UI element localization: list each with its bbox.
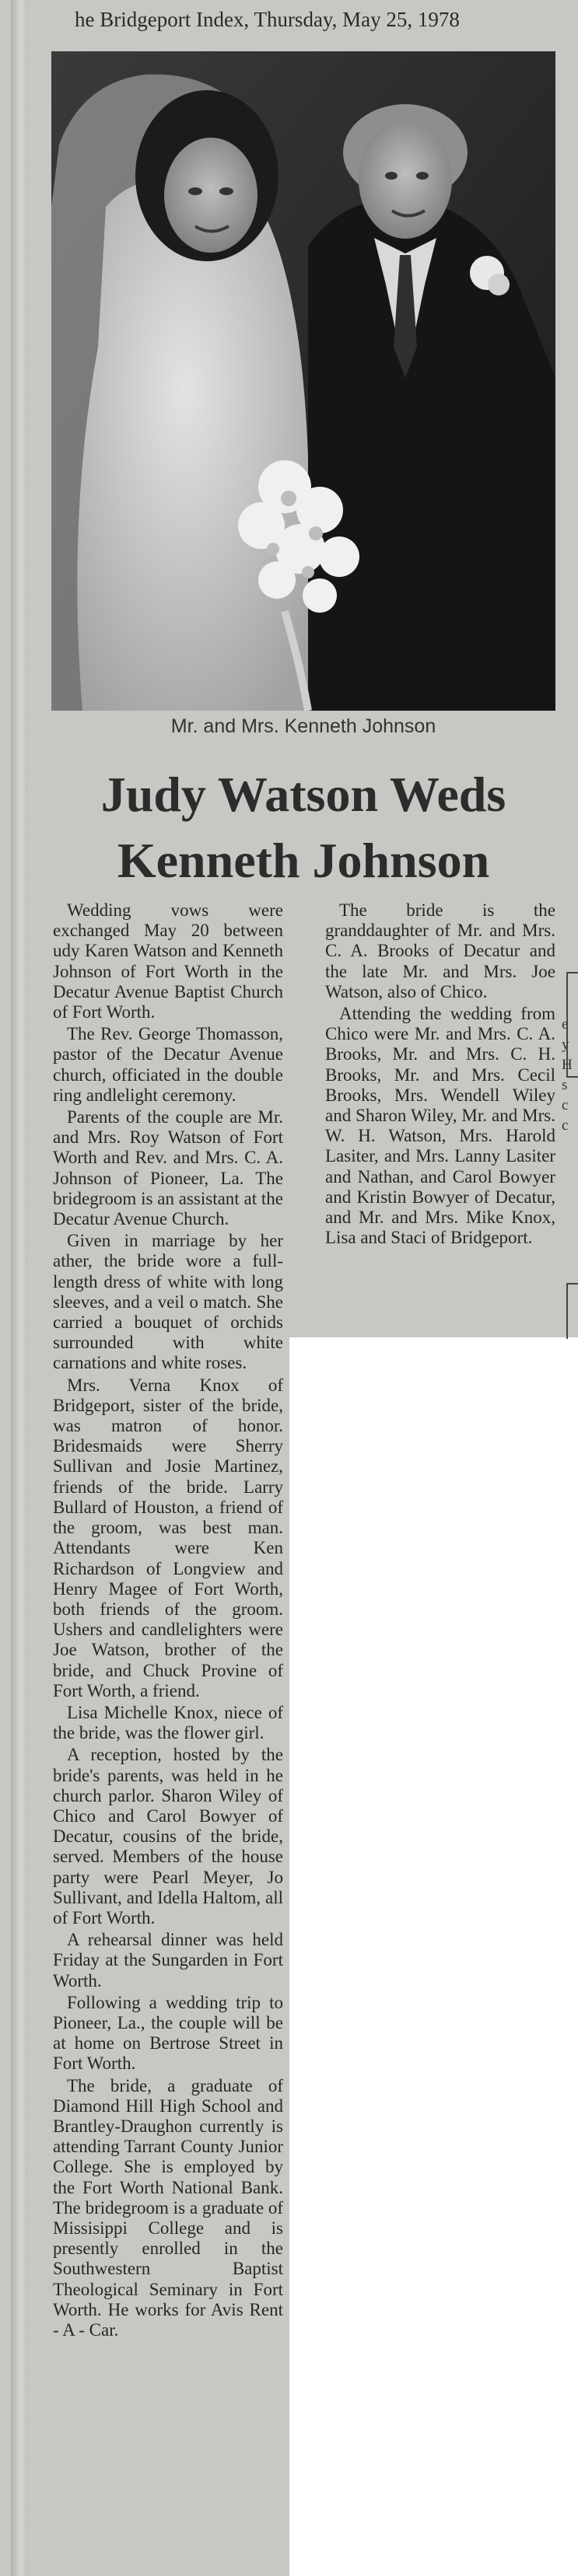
headline-line-2: Kenneth Johnson [117, 833, 490, 888]
wedding-photo [51, 51, 555, 711]
article-paragraph: Parents of the couple are Mr. and Mrs. Roy Watson of Fort Worth and Rev. and Mrs. C. A. Johnson of Pioneer, La. The bridegroom is an assistant at the Decatur Avenue Church. [53, 1107, 283, 1229]
article-paragraph: Mrs. Verna Knox of Bridgeport, sister of the bride, was matron of honor. Bridesmaids were Sherry Sullivan and Josie Martinez, friends of the bride. Larry Bullard of Houston, a friend of the groom, was best man. Attendants were Ken Richardson of Longview and Henry Magee of Fort Worth, both friends of the groom. Ushers and candlelighters were Joe Watson, brother of the bride, and Chuck Provine of Fort Worth, a friend. [53, 1375, 283, 1700]
fragment-letter: c [562, 1097, 569, 1113]
wedding-photo-image [51, 51, 555, 711]
article-paragraph: A reception, hosted by the bride's parents, was held in he church parlor. Sharon Wiley of Chico and Carol Bowyer of Decatur, cousins of the bride, served. Members of the house party were Pearl Meyer, Jo Sullivant, and Idella Haltom, all of Fort Worth. [53, 1745, 283, 1928]
article-paragraph: A rehearsal dinner was held Friday at the Sungarden in Fort Worth. [53, 1930, 283, 1991]
article-column-left [53, 900, 283, 2342]
article-paragraph: Following a wedding trip to Pioneer, La., the couple will be at home on Bertrose Street in Fort Worth. [53, 1992, 283, 2074]
photo-caption: Mr. and Mrs. Kenneth Johnson [170, 715, 436, 737]
adjacent-article-fragments [562, 960, 578, 1287]
article-paragraph: The Rev. George Thomasson, pastor of the Decatur Avenue church, officiated in the double ring andlelight ceremony. [53, 1024, 283, 1105]
article-paragraph: Given in marriage by her ather, the bride wore a full-length dress of white with long sleeves, and a veil o match. She carried a bouquet of orchids surrounded with white carnations and white roses. [53, 1231, 283, 1373]
fragment-letter: c [562, 1117, 569, 1134]
article-paragraph: Lisa Michelle Knox, niece of the bride, was the flower girl. [53, 1702, 283, 1743]
article-paragraph: Wedding vows were exchanged May 20 between udy Karen Watson and Kenneth Johnson of Fort Worth in the Decatur Avenue Baptist Church of Fort Worth. [53, 900, 283, 1022]
article-paragraph: The bride is the granddaughter of Mr. and Mrs. C. A. Brooks of Decatur and the late Mr. and Mrs. Joe Watson, also of Chico. [325, 900, 555, 1001]
headline-line-1: Judy Watson Weds [100, 767, 506, 822]
masthead-line: he Bridgeport Index, Thursday, May 25, 1978 [75, 8, 460, 31]
fragment-letter: y [562, 1036, 569, 1053]
article-column-right [325, 900, 555, 1250]
article-paragraph: Attending the wedding from Chico were Mr. and Mrs. C. A. Brooks, Mr. and Mrs. C. H. Brooks, Mr. and Mrs. Cecil Brooks, Mrs. Wendell Wiley and Sharon Wiley, Mr. and Mrs. W. H. Watson, Mrs. Harold Lasiter, and Mrs. Lanny Lasiter and Nathan, and Carol Bowyer and Kristin Bowyer of Decatur, and Mr. and Mrs. Mike Knox, Lisa and Staci of Bridgeport. [325, 1004, 555, 1248]
fragment-letter: H [562, 1057, 573, 1073]
fragment-letter: e [562, 1016, 569, 1033]
article-paragraph: The bride, a graduate of Diamond Hill High School and Brantley-Draughon currently is attending Tarrant County Junior College. She is employed by the Fort Worth National Bank. The bridegroom is a graduate of Missisippi College and is presently enrolled in the Southwestern Baptist Theological Seminary in Fort Worth. He works for Avis Rent - A - Car. [53, 2075, 283, 2340]
page-fold-shadow [11, 0, 28, 2576]
fragment-letter: s [562, 1077, 568, 1093]
adjacent-article-border [566, 1283, 578, 1339]
